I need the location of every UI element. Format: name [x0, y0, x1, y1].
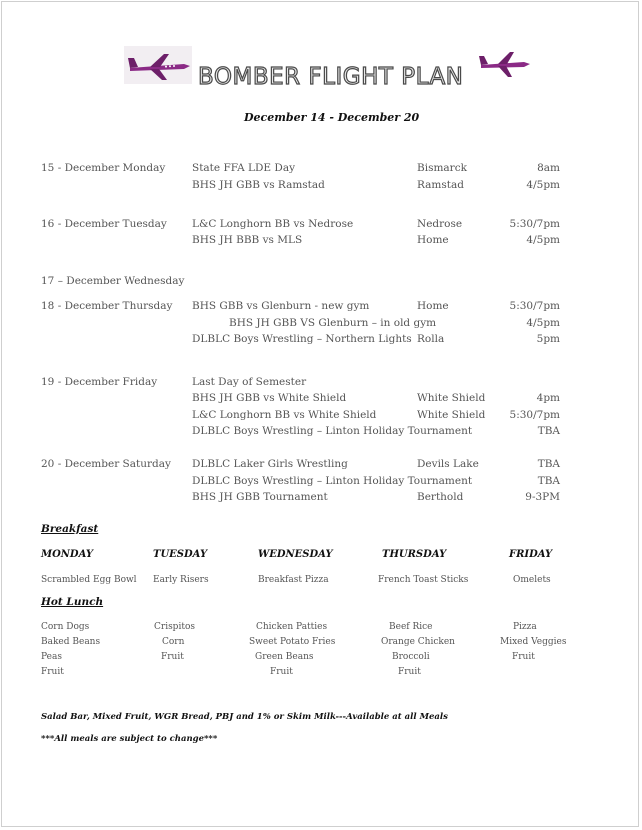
lunch-item: Beef Rice — [389, 622, 433, 632]
event-name: Last Day of Semester — [192, 376, 307, 388]
event-location: Devils Lake — [417, 458, 479, 470]
event-time: 4/5pm — [526, 234, 560, 246]
event-time: 8am — [537, 162, 560, 174]
event-time: 9-3PM — [525, 491, 560, 503]
lunch-item: Green Beans — [255, 652, 314, 662]
weekday-header: TUESDAY — [153, 549, 208, 560]
lunch-item: Corn Dogs — [41, 622, 90, 632]
event-time: 4pm — [536, 392, 560, 404]
day-label: 18 - December Thursday — [41, 300, 173, 312]
event-name: BHS JH BBB vs MLS — [192, 234, 303, 246]
lunch-item: Peas — [41, 652, 62, 662]
weekday-header: WEDNESDAY — [258, 549, 333, 560]
event-time: TBA — [537, 458, 560, 470]
page — [1, 1, 639, 827]
lunch-item: Chicken Patties — [256, 622, 328, 632]
page-title: BOMBER FLIGHT PLAN — [198, 64, 464, 90]
lunch-item: Sweet Potato Fries — [249, 637, 336, 647]
lunch-item: Mixed Veggies — [500, 637, 567, 647]
event-location: White Shield — [417, 392, 486, 404]
event-time: 4/5pm — [526, 317, 560, 329]
event-location: White Shield — [417, 409, 486, 421]
weekday-header: MONDAY — [41, 549, 93, 560]
breakfast-item: Scrambled Egg Bowl — [41, 575, 137, 585]
lunch-item: Broccoli — [392, 652, 430, 662]
lunch-item: Baked Beans — [41, 637, 101, 647]
event-name: DLBLC Boys Wrestling – Linton Holiday Tournament — [192, 475, 473, 487]
airplane-icon — [124, 46, 192, 84]
event-time: 5:30/7pm — [509, 218, 560, 230]
lunch-item: Fruit — [512, 652, 535, 662]
event-name: BHS JH GBB Tournament — [192, 491, 328, 503]
event-time: 4/5pm — [526, 179, 560, 191]
event-name: DLBLC Laker Girls Wrestling — [192, 458, 348, 470]
event-time: TBA — [537, 475, 560, 487]
lunch-item: Fruit — [161, 652, 184, 662]
lunch-item: Fruit — [398, 667, 421, 677]
lunch-item: Fruit — [270, 667, 293, 677]
breakfast-heading: Breakfast — [41, 523, 99, 535]
weekday-header: FRIDAY — [509, 549, 553, 560]
event-name: BHS GBB vs Glenburn - new gym — [192, 300, 370, 312]
lunch-item: Orange Chicken — [381, 637, 455, 647]
weekday-header: THURSDAY — [382, 549, 447, 560]
event-name: State FFA LDE Day — [192, 162, 296, 174]
airplane-icon-left — [124, 46, 192, 84]
event-name: BHS JH GBB vs White Shield — [192, 392, 347, 404]
breakfast-item: Early Risers — [153, 575, 209, 585]
lunch-heading: Hot Lunch — [41, 596, 104, 608]
event-time: TBA — [537, 425, 560, 437]
event-name: DLBLC Boys Wrestling – Linton Holiday Tournament — [192, 425, 473, 437]
event-location: Bismarck — [417, 162, 467, 174]
day-label: 16 - December Tuesday — [41, 218, 167, 230]
day-label: 19 - December Friday — [41, 376, 158, 388]
change-disclaimer: ***All meals are subject to change*** — [41, 734, 218, 744]
day-label: 20 - December Saturday — [41, 458, 171, 470]
airplane-icon-right — [478, 48, 532, 80]
availability-note: Salad Bar, Mixed Fruit, WGR Bread, PBJ and 1% or Skim Milk---Available at all Meals — [41, 712, 448, 722]
event-name: DLBLC Boys Wrestling – Northern Lights — [192, 333, 412, 345]
event-name: BHS JH GBB vs Ramstad — [192, 179, 325, 191]
event-location: Home — [417, 234, 449, 246]
event-name: L&C Longhorn BB vs Nedrose — [192, 218, 354, 230]
breakfast-item: French Toast Sticks — [378, 575, 469, 585]
breakfast-item: Omelets — [513, 575, 551, 585]
lunch-item: Crispitos — [154, 622, 195, 632]
lunch-item: Corn — [162, 637, 185, 647]
date-range: December 14 - December 20 — [244, 111, 420, 124]
lunch-item: Fruit — [41, 667, 64, 677]
event-name: BHS JH GBB VS Glenburn – in old gym — [229, 317, 437, 329]
breakfast-item: Breakfast Pizza — [258, 575, 329, 585]
airplane-icon — [478, 48, 532, 80]
event-time: 5:30/7pm — [509, 409, 560, 421]
day-label: 15 - December Monday — [41, 162, 166, 174]
event-time: 5pm — [536, 333, 560, 345]
event-location: Nedrose — [417, 218, 463, 230]
event-location: Home — [417, 300, 449, 312]
lunch-item: Pizza — [513, 622, 537, 632]
event-location: Rolla — [417, 333, 445, 345]
event-location: Berthold — [417, 491, 464, 503]
event-name: L&C Longhorn BB vs White Shield — [192, 409, 377, 421]
day-label: 17 – December Wednesday — [41, 275, 185, 287]
event-time: 5:30/7pm — [509, 300, 560, 312]
event-location: Ramstad — [417, 179, 464, 191]
